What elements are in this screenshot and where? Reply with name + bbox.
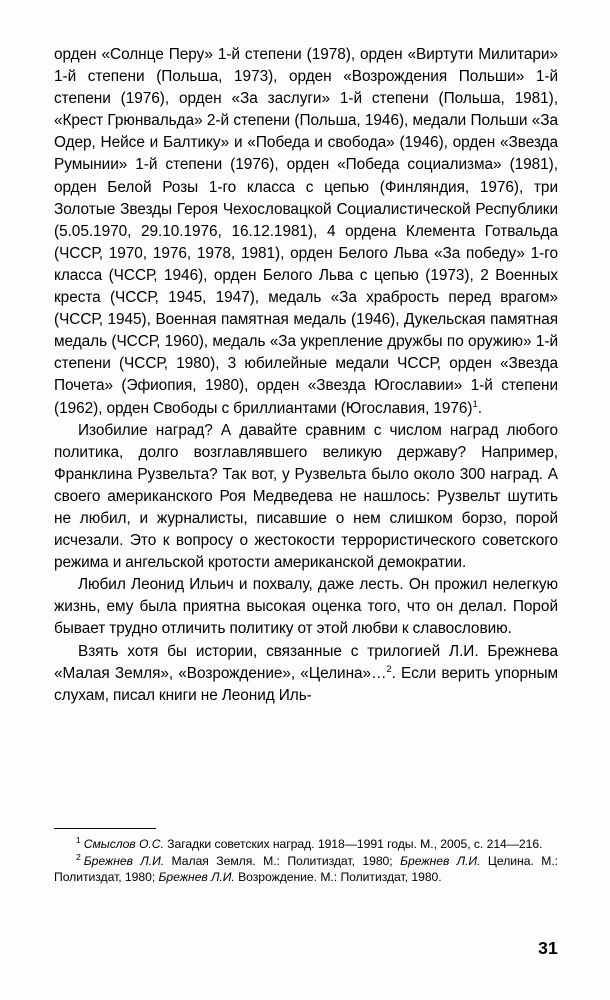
- footnote-separator-rule: [54, 828, 156, 829]
- page-number: 31: [538, 938, 558, 958]
- paragraph-abundance-of-awards: [54, 420, 558, 575]
- paragraph-trilogy-stories: [54, 641, 558, 707]
- footnote-text: Малая Земля. М.: Политиздат, 1980;: [164, 853, 401, 868]
- footnote-marker-2: 2: [76, 851, 81, 862]
- footnote-author: Смыслов О.С.: [83, 837, 164, 851]
- footnote-author: Брежнев Л.И.: [400, 853, 481, 868]
- footnote-text: Целина. М.: Политиздат, 1980;: [54, 853, 558, 885]
- paragraph-tail: . Если верить упорным слухам, писал книги не Леонид Иль-: [54, 664, 558, 704]
- footnote-block: [54, 828, 558, 886]
- main-text-column: [54, 44, 558, 707]
- paragraph-text: Взять хотя бы истории, связанные с трилогией Л.И. Брежнева «Малая Земля», «Возрождение», «Целина»…: [54, 642, 558, 682]
- footnote-text: Загадки советских наград. 1918—1991 годы. М., 2005, с. 214—216.: [163, 837, 543, 851]
- footnote-reference-1[interactable]: 1: [472, 398, 478, 410]
- footnote-reference-2[interactable]: 2: [386, 663, 392, 675]
- paragraph-awards-list: [54, 44, 558, 420]
- paragraph-tail: .: [477, 399, 482, 417]
- paragraph-brezhnev-praise: [54, 574, 558, 640]
- footnote-1: [54, 836, 558, 853]
- footnote-text: Возрождение. М.: Политиздат, 1980.: [234, 870, 442, 885]
- footnote-marker-1: 1: [76, 834, 81, 845]
- footnote-author: Брежнев Л.И.: [83, 853, 165, 868]
- footnote-2: [54, 853, 558, 886]
- paragraph-text: орден «Солнце Перу» 1-й степени (1978), орден «Виртути Милитари» 1-й степени (Польша, 1973), орден «Возрождения Польши» 1-й степени (1976), орден «За заслуги» 1-й степени (Польша, 1981), «Крест Грюнвальда» 2-й степени (Польша, 1946), медали Польши «За Одер, Нейсе и Балтику» и «Победа и свобода» (1946), орден «Звезда Румынии» 1-й степени (1976), орден «Победа социализма» (1981), орден Белой Розы 1-го класса с цепью (Финляндия, 1976), три Золотые Звезды Героя Чехословацкой Социалистической Республики (5.05.1970, 29.10.1976, 16.12.1981), 4 ордена Клемента Готвальда (ЧССР, 1970, 1976, 1978, 1981), орден Белого Льва «За победу» 1-го класса (ЧССР, 1946), орден Белого Льва с цепью (1973), 2 Военных креста (ЧССР, 1945, 1947), медаль «За храбрость перед врагом» (ЧССР, 1945), Военная памятная медаль (1946), Дукельская памятная медаль (ЧССР, 1960), медаль «За укрепление дружбы по оружию» 1-й степени (ЧССР, 1980), 3 юбилейные медали ЧССР, орден «Звезда Почета» (Эфиопия, 1980), орден «Звезда Югославии» 1-й степени (1962), орден Свободы с бриллиантами (Югославия, 1976): [54, 46, 558, 417]
- paragraph-text: Изобилие наград? А давайте сравним с числом наград любого политика, долго возглавлявшего великую державу? Например, Франклина Рузвельта? Так вот, у Рузвельта было около 300 наград. А своего американского Роя Медведева не нашлось: Рузвельт шутить не любил, и журналисты, писавшие о нем слишком борзо, порой исчезали. Это к вопросу о жестокости террористического советского режима и ангельской кротости американской демократии.: [54, 421, 558, 572]
- footnote-author: Брежнев Л.И.: [158, 870, 235, 885]
- paragraph-text: Любил Леонид Ильич и похвалу, даже лесть. Он прожил нелегкую жизнь, ему была приятна высокая оценка того, что он делал. Порой бывает трудно отличить политику от этой любви к славословию.: [54, 576, 558, 638]
